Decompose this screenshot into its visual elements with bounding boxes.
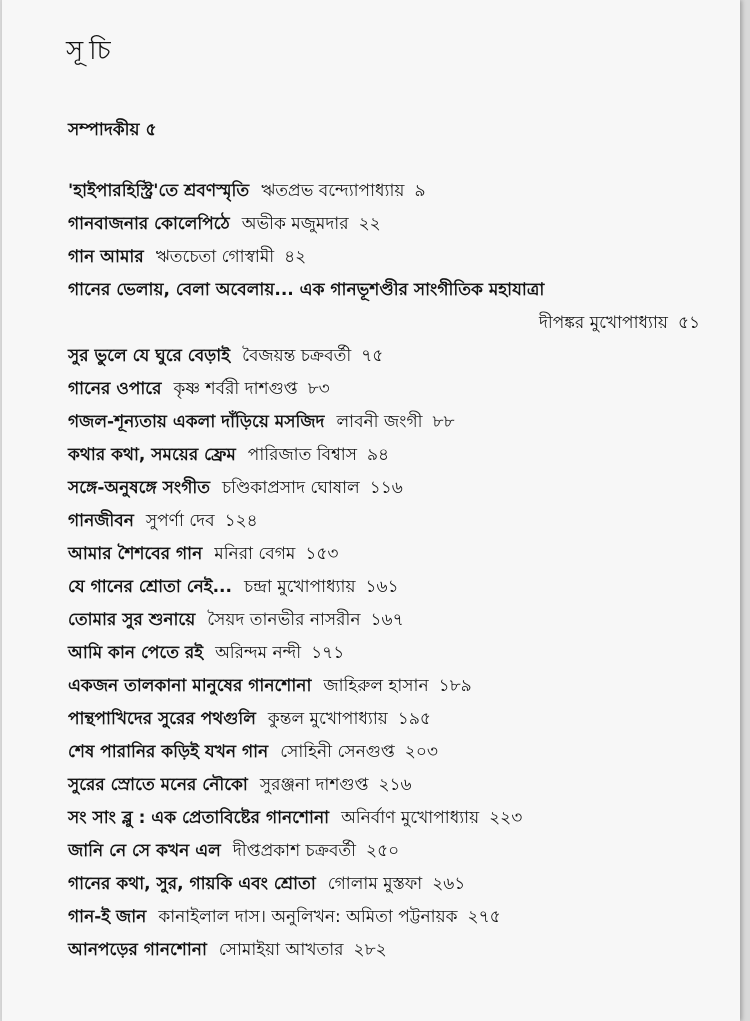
entry-title: আনপড়ের গানশোনা [68,940,207,960]
table-of-contents [68,175,708,967]
entry-title: সং সাং ব্লু : এক প্রেতাবিষ্টের গানশোনা [68,808,330,828]
entry-page-number: ২৭৫ [467,907,501,927]
entry-page-number: ৯ [414,181,426,201]
entry-title: আমি কান পেতে রই [68,643,204,663]
entry-author: কানাইলাল দাস। অনুলিখন: অমিতা পট্টনায়ক [158,907,458,927]
entry-page-number: ১১৬ [369,478,403,498]
toc-entry [68,571,708,604]
entry-author: দীপঙ্কর মুখোপাধ্যায় [538,313,668,333]
toc-entry [68,802,708,835]
toc-entry [68,538,708,571]
entry-title: গানবাজনার কোলেপিঠে [68,214,230,234]
entry-page-number: ৫১ [677,313,700,333]
entry-page-number: ১৫৩ [305,544,339,564]
entry-page-number: ৮৩ [307,379,330,399]
entry-title: যে গানের শ্রোতা নেই... [68,577,232,597]
entry-title: সুর ভুলে যে ঘুরে বেড়াই [68,346,231,366]
entry-author: জাহিরুল হাসান [323,676,429,696]
entry-page-number: ৮৮ [432,412,455,432]
entry-page-number: ২৬১ [432,874,466,894]
entry-author: পারিজাত বিশ্বাস [247,445,357,465]
entry-author: চন্দ্রা মুখোপাধ্যায় [243,577,356,597]
toc-entry [68,637,708,670]
toc-entry [68,835,708,868]
entry-author: কুন্তল মুখোপাধ্যায় [267,709,388,729]
toc-entry [68,340,708,373]
entry-title: গজল-শূন্যতায় একলা দাঁড়িয়ে মসজিদ [68,412,325,432]
toc-entry [68,736,708,769]
entry-title: গান-ই জান [68,907,147,927]
entry-page-number: ১৬৭ [370,610,404,630]
entry-author: লাবনী জংগী [336,412,423,432]
toc-entry [68,373,708,406]
entry-author: সৈয়দ তানভীর নাসরীন [207,610,361,630]
entry-title: একজন তালকানা মানুষের গানশোনা [68,676,312,696]
toc-entry [68,604,708,637]
entry-title: সঙ্গে-অনুষঙ্গে সংগীত [68,478,210,498]
entry-title: 'হাইপারহিস্ট্রি'তে শ্রবণস্মৃতি [68,181,250,201]
entry-page-number: ১৮৯ [438,676,472,696]
entry-page-number: ৪২ [284,247,307,267]
toc-entry [68,472,708,505]
entry-page-number: ৯৪ [366,445,390,465]
entry-title: আমার শৈশবের গান [68,544,203,564]
book-page [2,0,740,1021]
toc-entry [68,208,708,241]
editorial-entry: সম্পাদকীয় ৫ [68,120,157,140]
entry-title: গানের কথা, সুর, গায়কি এবং শ্রোতা [68,874,316,894]
toc-entry [68,934,708,967]
page-title: সূচি [66,36,117,66]
entry-title: গানজীবন [68,511,134,531]
entry-page-number: ১২৪ [224,511,258,531]
entry-title: সুরের স্রোতে মনের নৌকো [68,775,248,795]
entry-author: সুরঞ্জনা দাশগুপ্ত [259,775,369,795]
entry-page-number: ২২৩ [489,808,523,828]
entry-author: মনিরা বেগম [214,544,296,564]
entry-author: দীপ্তপ্রকাশ চক্রবর্তী [232,841,357,861]
toc-entry [68,901,708,934]
entry-page-number: ২৫০ [366,841,400,861]
toc-entry [68,439,708,472]
entry-continuation [68,307,708,340]
entry-title: শেষ পারানির কড়িই যখন গান [68,742,269,762]
toc-entry [68,505,708,538]
entry-page-number: ১৯৫ [397,709,431,729]
entry-page-number: ২২ [358,214,381,234]
entry-page-number: ৭৫ [361,346,384,366]
entry-author: সুপর্ণা দেব [145,511,215,531]
entry-author: অভীক মজুমদার [241,214,349,234]
toc-entry [68,703,708,736]
toc-entry [68,670,708,703]
entry-page-number: ১৬১ [365,577,399,597]
entry-author: চণ্ডিকাপ্রসাদ ঘোষাল [221,478,360,498]
toc-entry [68,868,708,901]
toc-entry [68,241,708,274]
entry-author: কৃষ্ণ শর্বরী দাশগুপ্ত [173,379,298,399]
toc-entry [68,406,708,439]
entry-author: ঋতপ্রভ বন্দ্যোপাধ্যায় [261,181,405,201]
entry-title: গানের ওপারে [68,379,162,399]
entry-page-number: ২৮২ [353,940,387,960]
entry-author: অনির্বাণ মুখোপাধ্যায় [341,808,480,828]
toc-entry [68,769,708,802]
entry-title: জানি নে সে কখন এল [68,841,221,861]
entry-title: কথার কথা, সময়ের ফ্রেম [68,445,236,465]
entry-page-number: ১৭১ [311,643,345,663]
entry-author: অরিন্দম নন্দী [215,643,302,663]
entry-title: তোমার সুর শুনায়ে [68,610,196,630]
toc-entry [68,175,708,208]
entry-author: বৈজয়ন্ত চক্রবর্তী [242,346,352,366]
entry-page-number: ২১৬ [378,775,412,795]
entry-title: গান আমার [68,247,144,267]
entry-author: ঋতচেতা গোস্বামী [155,247,275,267]
entry-title: গানের ভেলায়, বেলা অবেলায়... এক গানভূশণ্ডীর সাংগীতিক মহাযাত্রা [68,280,545,300]
entry-author: গোলাম মুস্তফা [327,874,423,894]
entry-author: সোমাইয়া আখতার [218,940,344,960]
entry-page-number: ২০৩ [404,742,438,762]
toc-entry [68,274,708,340]
entry-title: পান্থপাখিদের সুরের পথগুলি [68,709,256,729]
entry-author: সোহিনী সেনগুপ্ত [280,742,395,762]
